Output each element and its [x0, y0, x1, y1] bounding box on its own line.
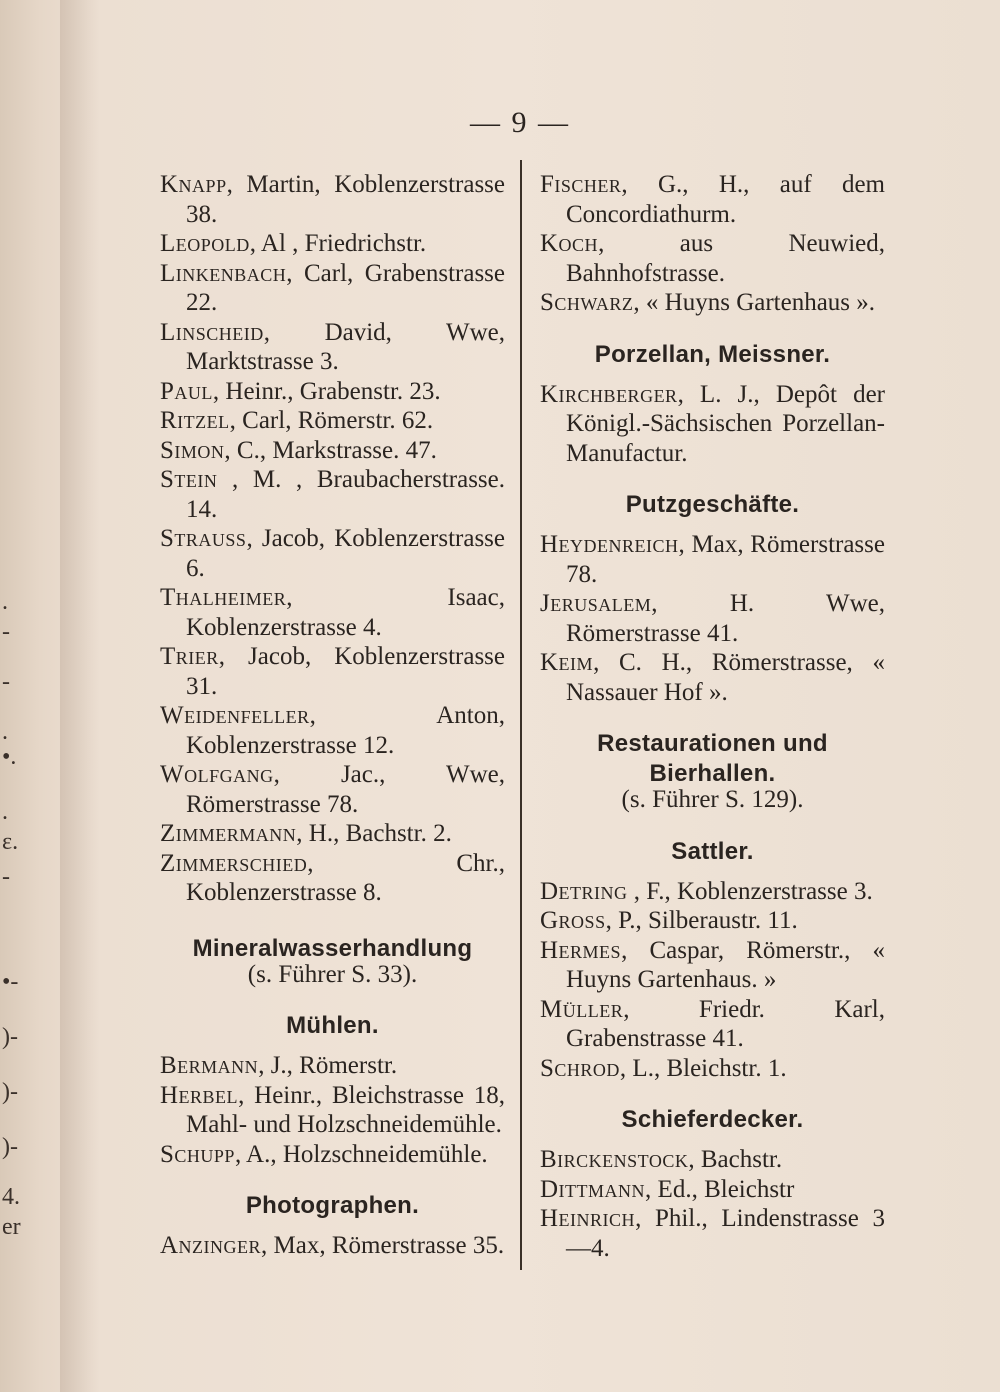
margin-bleed-through — [0, 0, 40, 1392]
margin-mark: . — [2, 589, 8, 615]
entry-name: Weidenfeller — [160, 702, 310, 729]
directory-entry — [160, 406, 505, 436]
entry-list — [160, 1231, 505, 1261]
entry-details: , Bachstr. — [688, 1146, 783, 1173]
entry-details: , Al , Friedrichstr. — [249, 230, 427, 257]
entry-details: , Jacob, Koblenzerstrasse 31. — [186, 643, 505, 700]
entry-name: Hermes — [540, 936, 622, 964]
entry-list — [540, 530, 885, 707]
directory-entry — [540, 170, 885, 229]
entry-name: Stein — [160, 466, 218, 493]
directory-entry — [540, 936, 885, 995]
entry-details: , Phil., Lindenstrasse 3—4. — [566, 1205, 885, 1262]
right-column — [540, 170, 885, 1263]
margin-mark: er — [2, 1214, 21, 1240]
entry-name: Thalheimer — [160, 584, 287, 611]
entry-name: Linkenbach — [160, 259, 287, 287]
column-divider — [520, 160, 522, 1270]
entry-details: , aus Neuwied, Bahnhofstrasse. — [566, 230, 885, 287]
entry-name: Zimmerschied — [160, 849, 308, 877]
page-number: — 9 — — [470, 106, 570, 139]
directory-entry — [160, 436, 505, 466]
entry-details: , Caspar, Römerstr., « Huyns Gartenhaus. » — [566, 936, 885, 993]
margin-mark: 4. — [2, 1184, 20, 1210]
entry-name: Anzinger — [160, 1232, 262, 1259]
entry-name: Kirchberger — [540, 380, 678, 408]
entry-details: , Ed., Bleichstr — [645, 1175, 795, 1203]
entry-name: Leopold — [160, 230, 250, 257]
directory-entry — [160, 1081, 505, 1140]
directory-entry — [540, 1054, 885, 1084]
margin-mark: )- — [2, 1134, 18, 1160]
entry-details: , Friedr. Karl, Grabenstrasse 41. — [566, 995, 885, 1052]
directory-entry — [160, 229, 505, 259]
entry-name: Koch — [540, 230, 599, 257]
section-heading-putzgeschaefte: Putzgeschäfte. — [625, 491, 800, 518]
entry-name: Linscheid — [160, 318, 264, 346]
entry-details: , L. J., Depôt der Königl.-Sächsischen Porzellan-Manufactur. — [566, 380, 885, 467]
entry-details: , M. , Braubacherstrasse. 14. — [186, 466, 505, 523]
entry-list — [160, 1051, 505, 1169]
entry-name: Detring — [540, 877, 628, 905]
directory-entry — [540, 380, 885, 469]
entry-name: Müller — [540, 995, 624, 1023]
entry-details: , « Huyns Gartenhaus ». — [633, 289, 876, 316]
margin-mark: )- — [2, 1024, 18, 1050]
directory-entry — [540, 530, 885, 589]
margin-mark: •. — [2, 744, 17, 770]
entry-name: Schwarz — [540, 289, 634, 316]
section-heading-restaurationen: Restaurationen und Bierhallen. — [597, 730, 828, 787]
entry-details: , P., Silberaustr. 11. — [605, 907, 798, 934]
entry-details: , C., Markstrasse. 47. — [224, 436, 437, 464]
section-note-mineralwasser: (s. Führer S. 33). — [247, 960, 418, 988]
entry-details: , David, Wwe, Marktstrasse 3. — [186, 318, 505, 375]
entry-details: , H., Bachstr. 2. — [296, 820, 452, 847]
directory-entry — [160, 259, 505, 318]
margin-mark: . — [2, 799, 8, 825]
margin-mark: - — [2, 619, 10, 645]
section-heading-mineralwasser: Mineralwasserhandlung — [192, 934, 473, 962]
entry-details: , J., Römerstr. — [258, 1052, 398, 1079]
directory-entry — [540, 648, 885, 707]
margin-mark: - — [2, 669, 10, 695]
directory-entry — [540, 1204, 885, 1263]
entry-name: Heinrich — [540, 1205, 636, 1232]
entry-name: Herbel — [160, 1081, 239, 1109]
directory-entry — [540, 1175, 885, 1205]
entry-details: , Max, Römerstrasse 35. — [261, 1232, 505, 1259]
directory-entry — [160, 701, 505, 760]
directory-entry — [160, 524, 505, 583]
directory-entry — [540, 589, 885, 648]
directory-entry — [160, 1140, 505, 1170]
margin-mark: - — [2, 864, 10, 890]
directory-entry — [540, 288, 885, 318]
entry-details: , H. Wwe, Römerstrasse 41. — [566, 590, 885, 647]
directory-entry — [160, 170, 505, 229]
entry-name: Trier — [160, 643, 219, 670]
entry-name: Paul — [160, 377, 213, 405]
directory-entry — [540, 906, 885, 936]
entry-details: , Carl, Grabenstrasse 22. — [186, 259, 505, 316]
entry-name: Knapp — [160, 171, 227, 198]
entry-details: , C. H., Römerstrasse, « Nassauer Hof ». — [566, 649, 885, 706]
directory-entry — [160, 1051, 505, 1081]
entry-details: , Jac., Wwe, Römerstrasse 78. — [186, 761, 505, 818]
entry-details: , A., Holzschneidemühle. — [234, 1140, 488, 1168]
gutter-shadow — [60, 0, 100, 1392]
entry-name: Bermann — [160, 1052, 259, 1079]
margin-mark: )- — [2, 1079, 18, 1105]
entry-name: Zimmermann — [160, 820, 297, 847]
directory-entry — [540, 1145, 885, 1175]
entry-details: , L., Bleichstr. 1. — [619, 1054, 787, 1082]
entry-details: , Anton, Koblenzerstrasse 12. — [186, 702, 505, 759]
directory-entry — [160, 849, 505, 908]
entry-list — [540, 170, 885, 318]
entry-details: , Isaac, Koblenzerstrasse 4. — [186, 584, 505, 641]
directory-entry — [540, 229, 885, 288]
section-note-restaurationen: (s. Führer S. 129). — [621, 786, 804, 813]
directory-entry — [540, 995, 885, 1054]
entry-name: Birckenstock — [540, 1146, 689, 1173]
section-heading-photographen: Photographen. — [245, 1192, 420, 1219]
entry-name: Ritzel — [160, 407, 230, 434]
directory-entry — [160, 583, 505, 642]
entry-details: , Heinr., Grabenstr. 23. — [212, 377, 441, 405]
entry-details: , Carl, Römerstr. 62. — [229, 407, 434, 434]
margin-mark: •- — [2, 969, 19, 995]
entry-list — [540, 877, 885, 1084]
entry-name: Wolfgang — [160, 761, 274, 788]
entry-details: , Heinr., Bleichstrasse 18, Mahl- und Holzschneidemühle. — [186, 1081, 505, 1138]
entry-details: , Jacob, Koblenzerstrasse 6. — [186, 525, 505, 582]
entry-name: Simon — [160, 436, 225, 464]
section-heading-sattler: Sattler. — [671, 837, 754, 865]
entry-name: Heydenreich — [540, 531, 679, 558]
entry-details: , Martin, Koblenzerstrasse 38. — [186, 171, 505, 228]
entry-name: Strauss — [160, 525, 247, 552]
directory-entry — [160, 1231, 505, 1261]
entry-name: Schupp — [160, 1140, 235, 1168]
entry-list — [160, 170, 505, 908]
margin-mark: ɛ. — [2, 829, 19, 855]
entry-name: Gross — [540, 907, 606, 934]
entry-list — [540, 1145, 885, 1263]
entry-list — [540, 380, 885, 469]
entry-details: , Max, Römerstrasse 78. — [566, 531, 885, 588]
directory-entry — [160, 318, 505, 377]
section-heading-muehlen: Mühlen. — [286, 1012, 379, 1039]
directory-entry — [160, 642, 505, 701]
entry-name: Schrod — [540, 1054, 620, 1082]
entry-details: , Chr., Koblenzerstrasse 8. — [186, 849, 505, 906]
entry-name: Fischer — [540, 171, 622, 198]
directory-entry — [160, 377, 505, 407]
directory-entry — [160, 760, 505, 819]
directory-entry — [540, 877, 885, 907]
section-heading-schieferdecker: Schieferdecker. — [621, 1106, 804, 1133]
entry-name: Keim — [540, 649, 594, 676]
directory-entry — [160, 819, 505, 849]
entry-details: , F., Koblenzerstrasse 3. — [627, 877, 873, 905]
entry-name: Dittmann — [540, 1175, 646, 1203]
entry-name: Jerusalem — [540, 590, 652, 617]
left-column — [160, 170, 505, 1261]
entry-details: , G., H., auf dem Concordiathurm. — [566, 171, 885, 228]
directory-entry — [160, 465, 505, 524]
section-heading-porzellan: Porzellan, Meissner. — [594, 340, 831, 368]
margin-mark: . — [2, 719, 8, 745]
